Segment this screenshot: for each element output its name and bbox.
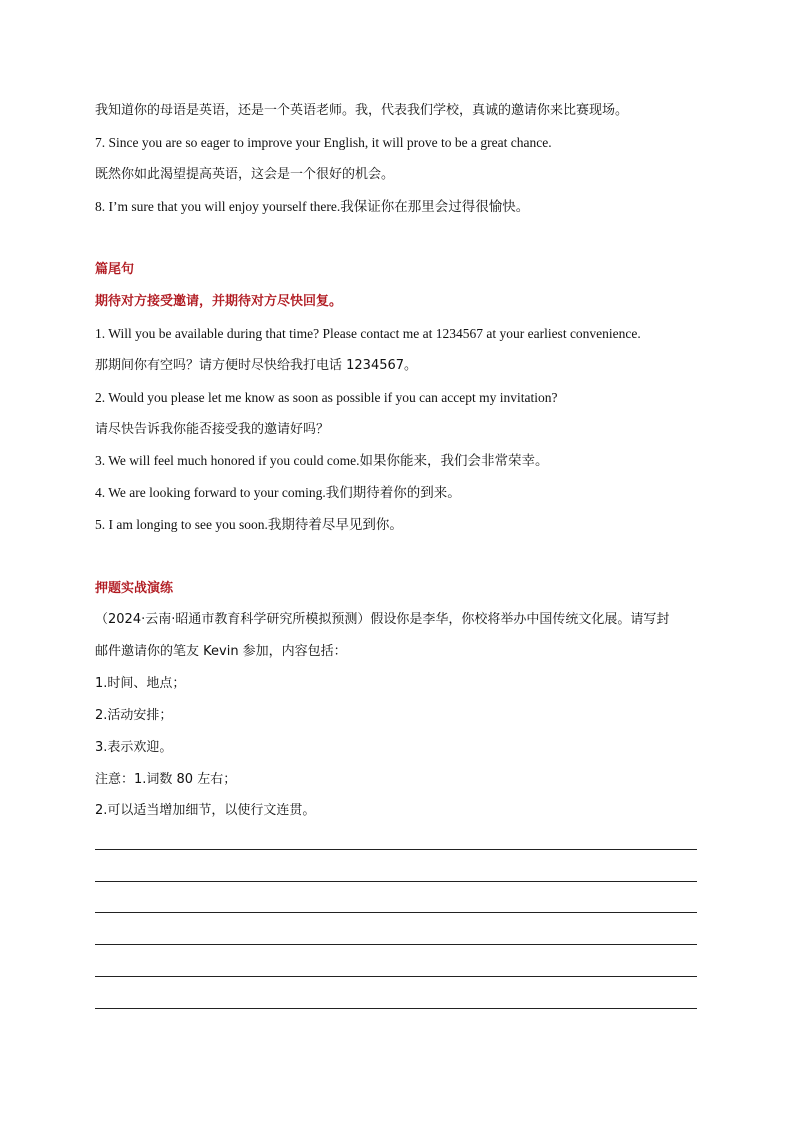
closing-sentence-4: 4. We are looking forward to your coming.我们期待着你的到来。 [95, 485, 461, 500]
answer-line [95, 912, 697, 913]
closing-sentence-2-en: 2. Would you please let me know as soon as possible if you can accept my invitation? [95, 390, 558, 405]
closing-sentence-5: 5. I am longing to see you soon.我期待着尽早见到你。 [95, 517, 403, 532]
practice-prompt-line-2: 邮件邀请你的笔友 Kevin 参加，内容包括： [95, 644, 347, 659]
sentence-7-zh: 既然你如此渴望提高英语，这会是一个很好的机会。 [95, 167, 395, 182]
closing-sentence-1-zh: 那期间你有空吗？请方便时尽快给我打电话 1234567。 [95, 358, 418, 373]
practice-prompt-line-1: （2024·云南·昭通市教育科学研究所模拟预测）假设你是李华，你校将举办中国传统文化展。请写封 [95, 612, 670, 627]
practice-heading: 押题实战演练 [95, 581, 174, 596]
practice-note-1: 注意：1.词数 80 左右； [95, 772, 237, 787]
answer-line [95, 881, 697, 882]
practice-point-2: 2.活动安排； [95, 708, 173, 723]
invitation-sentence-zh: 我知道你的母语是英语，还是一个英语老师。我，代表我们学校，真诚的邀请你来比赛现场。 [95, 103, 629, 118]
answer-line [95, 1008, 697, 1009]
sentence-7-en: 7. Since you are so eager to improve your English, it will prove to be a great chance. [95, 135, 552, 150]
closing-subheading: 期待对方接受邀请，并期待对方尽快回复。 [95, 294, 343, 309]
closing-sentence-3: 3. We will feel much honored if you could come.如果你能来，我们会非常荣幸。 [95, 453, 549, 468]
answer-line [95, 849, 697, 850]
answer-line [95, 976, 697, 977]
practice-note-2: 2.可以适当增加细节，以使行文连贯。 [95, 803, 316, 818]
answer-line [95, 944, 697, 945]
practice-point-1: 1.时间、地点； [95, 676, 186, 691]
closing-sentence-1-en: 1. Will you be available during that time? Please contact me at 1234567 at your earliest convenience. [95, 326, 641, 341]
sentence-8: 8. I’m sure that you will enjoy yourself there.我保证你在那里会过得很愉快。 [95, 199, 530, 214]
practice-point-3: 3.表示欢迎。 [95, 740, 173, 755]
closing-sentence-2-zh: 请尽快告诉我你能否接受我的邀请好吗？ [95, 422, 330, 437]
closing-heading: 篇尾句 [95, 262, 135, 277]
